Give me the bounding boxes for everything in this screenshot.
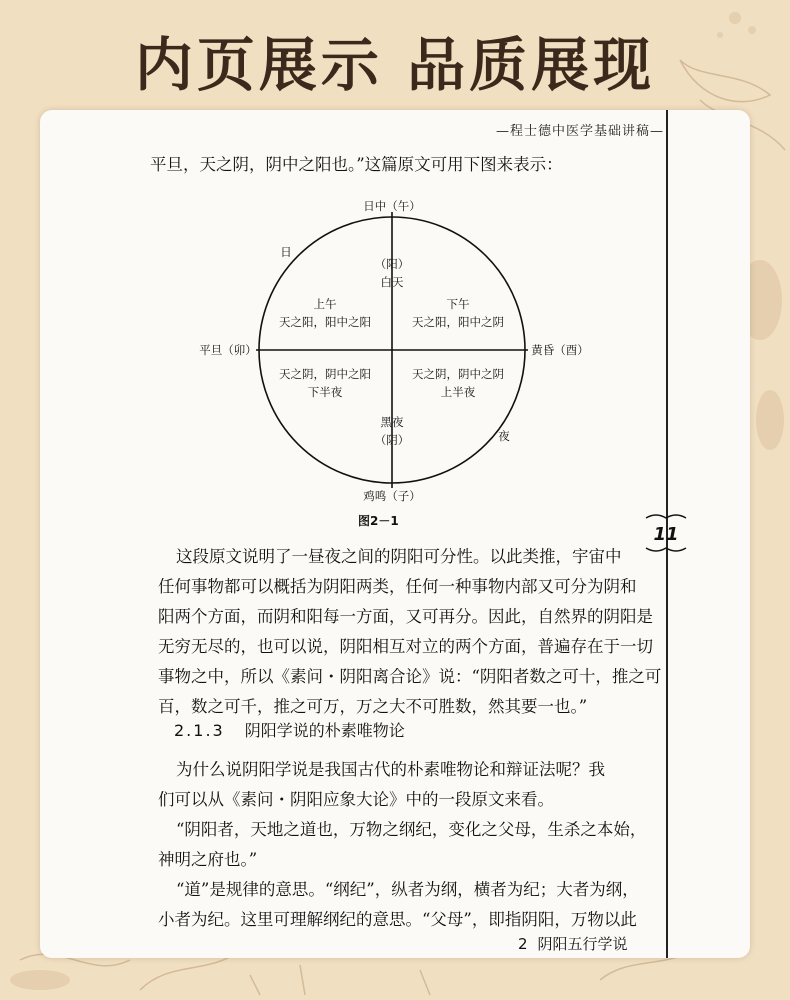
paragraph-2 — [158, 755, 658, 935]
book-page — [40, 110, 750, 958]
paragraph-1 — [158, 542, 662, 722]
label-top: 日中（午） — [363, 199, 421, 213]
section-title: 阴阳学说的朴素唯物论 — [244, 721, 405, 740]
label-nighttime: 黑夜 — [380, 415, 404, 429]
page-number: 11 — [653, 524, 679, 545]
label-night-side: 夜 — [498, 429, 510, 443]
q1-title: 上午 — [313, 297, 337, 311]
q4-desc: 天之阴，阴中之阴 — [412, 367, 504, 381]
label-left: 平旦（卯） — [199, 343, 257, 357]
q2-title: 下午 — [446, 297, 470, 311]
label-yin: （阴） — [374, 433, 410, 447]
paragraph-2-line: 神明之府也。” — [158, 850, 258, 869]
label-right: 黄昏（酉） — [531, 343, 589, 357]
paragraph-1-line: 事物之中，所以《素问・阴阳离合论》说：“阴阳者数之可十，推之可 — [158, 667, 662, 686]
q2-desc: 天之阳，阳中之阴 — [412, 315, 504, 329]
section-heading — [174, 718, 405, 741]
q3-desc: 天之阴，阴中之阳 — [279, 367, 371, 381]
q1-desc: 天之阳，阳中之阳 — [279, 315, 371, 329]
page-footer — [518, 933, 628, 954]
paragraph-1-line: 无穷无尽的，也可以说，阴阳相互对立的两个方面，普遍存在于一切 — [158, 637, 653, 656]
paragraph-2-line: “道”是规律的意思。“纲纪”，纵者为纲，横者为纪；大者为纲， — [176, 880, 639, 899]
paragraph-2-line: “阴阳者，天地之道也，万物之纲纪，变化之父母，生杀之本始， — [176, 820, 647, 839]
section-number: 2.1.3 — [174, 721, 225, 740]
label-day-side: 日 — [280, 245, 292, 259]
day-night-diagram — [190, 190, 600, 510]
paragraph-2-line: 们可以从《素问・阴阳应象大论》中的一段原文来看。 — [158, 790, 554, 809]
label-yang: （阳） — [374, 257, 410, 271]
paragraph-1-line: 这段原文说明了一昼夜之间的阴阳可分性。以此类推，宇宙中 — [176, 547, 622, 566]
paragraph-1-line: 任何事物都可以概括为阴阳两类，任何一种事物内部又可分为阴和 — [158, 577, 637, 596]
paragraph-2-line: 小者为纪。这里可理解纲纪的意思。“父母”，即指阴阳，万物以此 — [158, 910, 637, 929]
footer-title: 阴阳五行学说 — [537, 935, 628, 953]
footer-number: 2 — [518, 935, 528, 953]
banner-title: 内页展示 品质展现 — [134, 31, 656, 99]
label-daytime: 白天 — [380, 275, 404, 289]
label-bottom: 鸡鸣（子） — [363, 489, 421, 503]
paragraph-1-line: 百，数之可千，推之可万，万之大不可胜数，然其要一也。” — [158, 697, 588, 716]
figure-caption: 图2－1 — [358, 514, 399, 528]
q3-title: 下半夜 — [307, 385, 343, 399]
q4-title: 上半夜 — [440, 385, 476, 399]
intro-line: 平旦，天之阴，阴中之阳也。”这篇原文可用下图来表示： — [150, 155, 563, 174]
paragraph-2-line: 为什么说阴阳学说是我国古代的朴素唯物论和辩证法呢？我 — [176, 760, 605, 779]
running-head: —程士德中医学基础讲稿— — [495, 124, 664, 139]
paragraph-1-line: 阳两个方面，而阴和阳每一方面，又可再分。因此，自然界的阴阳是 — [158, 607, 653, 626]
